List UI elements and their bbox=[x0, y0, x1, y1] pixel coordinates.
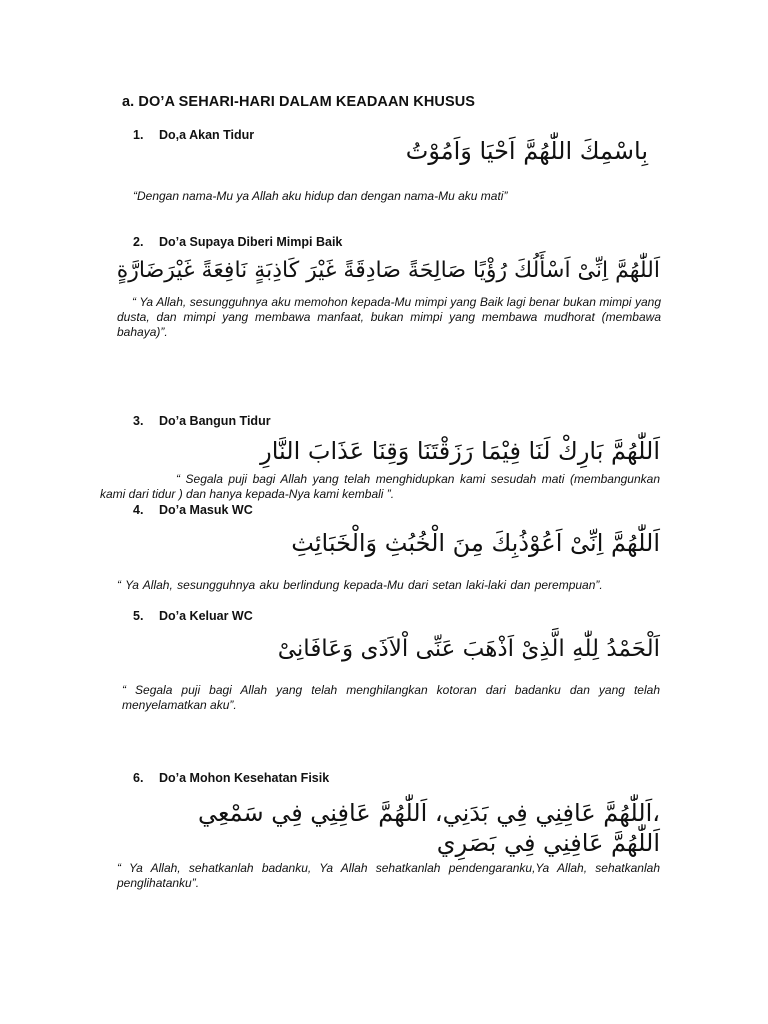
item-number: 6. bbox=[133, 771, 144, 785]
item-number: 5. bbox=[133, 609, 144, 623]
item-number: 3. bbox=[133, 414, 144, 428]
item-6-title bbox=[133, 771, 329, 785]
item-title-text: Do’a Bangun Tidur bbox=[159, 414, 271, 428]
arabic-prayer-3: اَللّٰهُمَّ بَارِكْ لَنَا فِيْمَا رَزَقْتَنَا وَقِنَا عَذَابَ النَّارِ bbox=[260, 437, 660, 465]
item-title-text: Do’a Masuk WC bbox=[159, 503, 253, 517]
item-number: 1. bbox=[133, 128, 144, 142]
item-title-text: Do’a Mohon Kesehatan Fisik bbox=[159, 771, 330, 785]
item-3-title bbox=[133, 414, 271, 428]
item-title-text: Do,a Akan Tidur bbox=[159, 128, 255, 142]
arabic-prayer-4: اَللّٰهُمَّ اِنِّىْ اَعُوْذُبِكَ مِنَ الْخُبُثِ وَالْخَبَائِثِ bbox=[291, 529, 660, 557]
item-4-title bbox=[133, 503, 253, 517]
item-number: 4. bbox=[133, 503, 144, 517]
arabic-prayer-5: اَلْحَمْدُ لِلّٰهِ الَّذِىْ اَذْهَبَ عَنِّى اْلاَذَى وَعَافَانِىْ bbox=[277, 636, 660, 662]
item-title-text: Do’a Supaya Diberi Mimpi Baik bbox=[159, 235, 343, 249]
arabic-prayer-6-line-2: اَللّٰهُمَّ عَافِنِي فِي بَصَرِي bbox=[436, 829, 660, 857]
translation-6: “ Ya Allah, sehatkanlah badanku, Ya Allah sehatkanlah pendengaranku,Ya Allah, sehatkanlah penglihatanku”. bbox=[117, 861, 660, 890]
item-1-title bbox=[133, 128, 254, 142]
item-2-title bbox=[133, 235, 342, 249]
item-5-title bbox=[133, 609, 253, 623]
arabic-prayer-6-line-1: ،اَللّٰهُمَّ عَافِنِي فِي بَدَنِي، اَللّٰهُمَّ عَافِنِي فِي سَمْعِي bbox=[198, 799, 660, 827]
translation-5: “ Segala puji bagi Allah yang telah menghilangkan kotoran dari badanku dan yang telah menyelamatkan aku”. bbox=[122, 683, 660, 712]
section-heading: a. DO’A SEHARI-HARI DALAM KEADAAN KHUSUS bbox=[122, 94, 476, 110]
item-title-text: Do’a Keluar WC bbox=[159, 609, 253, 623]
arabic-prayer-2: اَللّٰهُمَّ اِنِّىْ اَسْأَلُكَ رُؤْيًا صَالِحَةً صَادِقَةً غَيْرَ كَاذِبَةٍ نَافِعَةً غَيْرَضَارَّةٍ bbox=[116, 258, 660, 283]
translation-1: “Dengan nama-Mu ya Allah aku hidup dan dengan nama-Mu aku mati” bbox=[133, 189, 508, 203]
item-number: 2. bbox=[133, 235, 144, 249]
arabic-prayer-1: بِاسْمِكَ اللّٰهُمَّ اَحْيَا وَاَمُوْتُ bbox=[405, 137, 648, 165]
translation-4: “ Ya Allah, sesungguhnya aku berlindung kepada-Mu dari setan laki-laki dan perempuan”. bbox=[117, 578, 603, 592]
translation-2: “ Ya Allah, sesungguhnya aku memohon kepada-Mu mimpi yang Baik lagi benar bukan mimpi yang dusta, dan mimpi yang membawa manfaat, bukan mimpi yang membawa mudhorat (membawa bahaya)”. bbox=[117, 295, 661, 339]
translation-3: “ Segala puji bagi Allah yang telah menghidupkan kami sesudah mati (membangunkan kami dari tidur ) dan hanya kepada-Nya kami kembali ”. bbox=[100, 472, 660, 501]
